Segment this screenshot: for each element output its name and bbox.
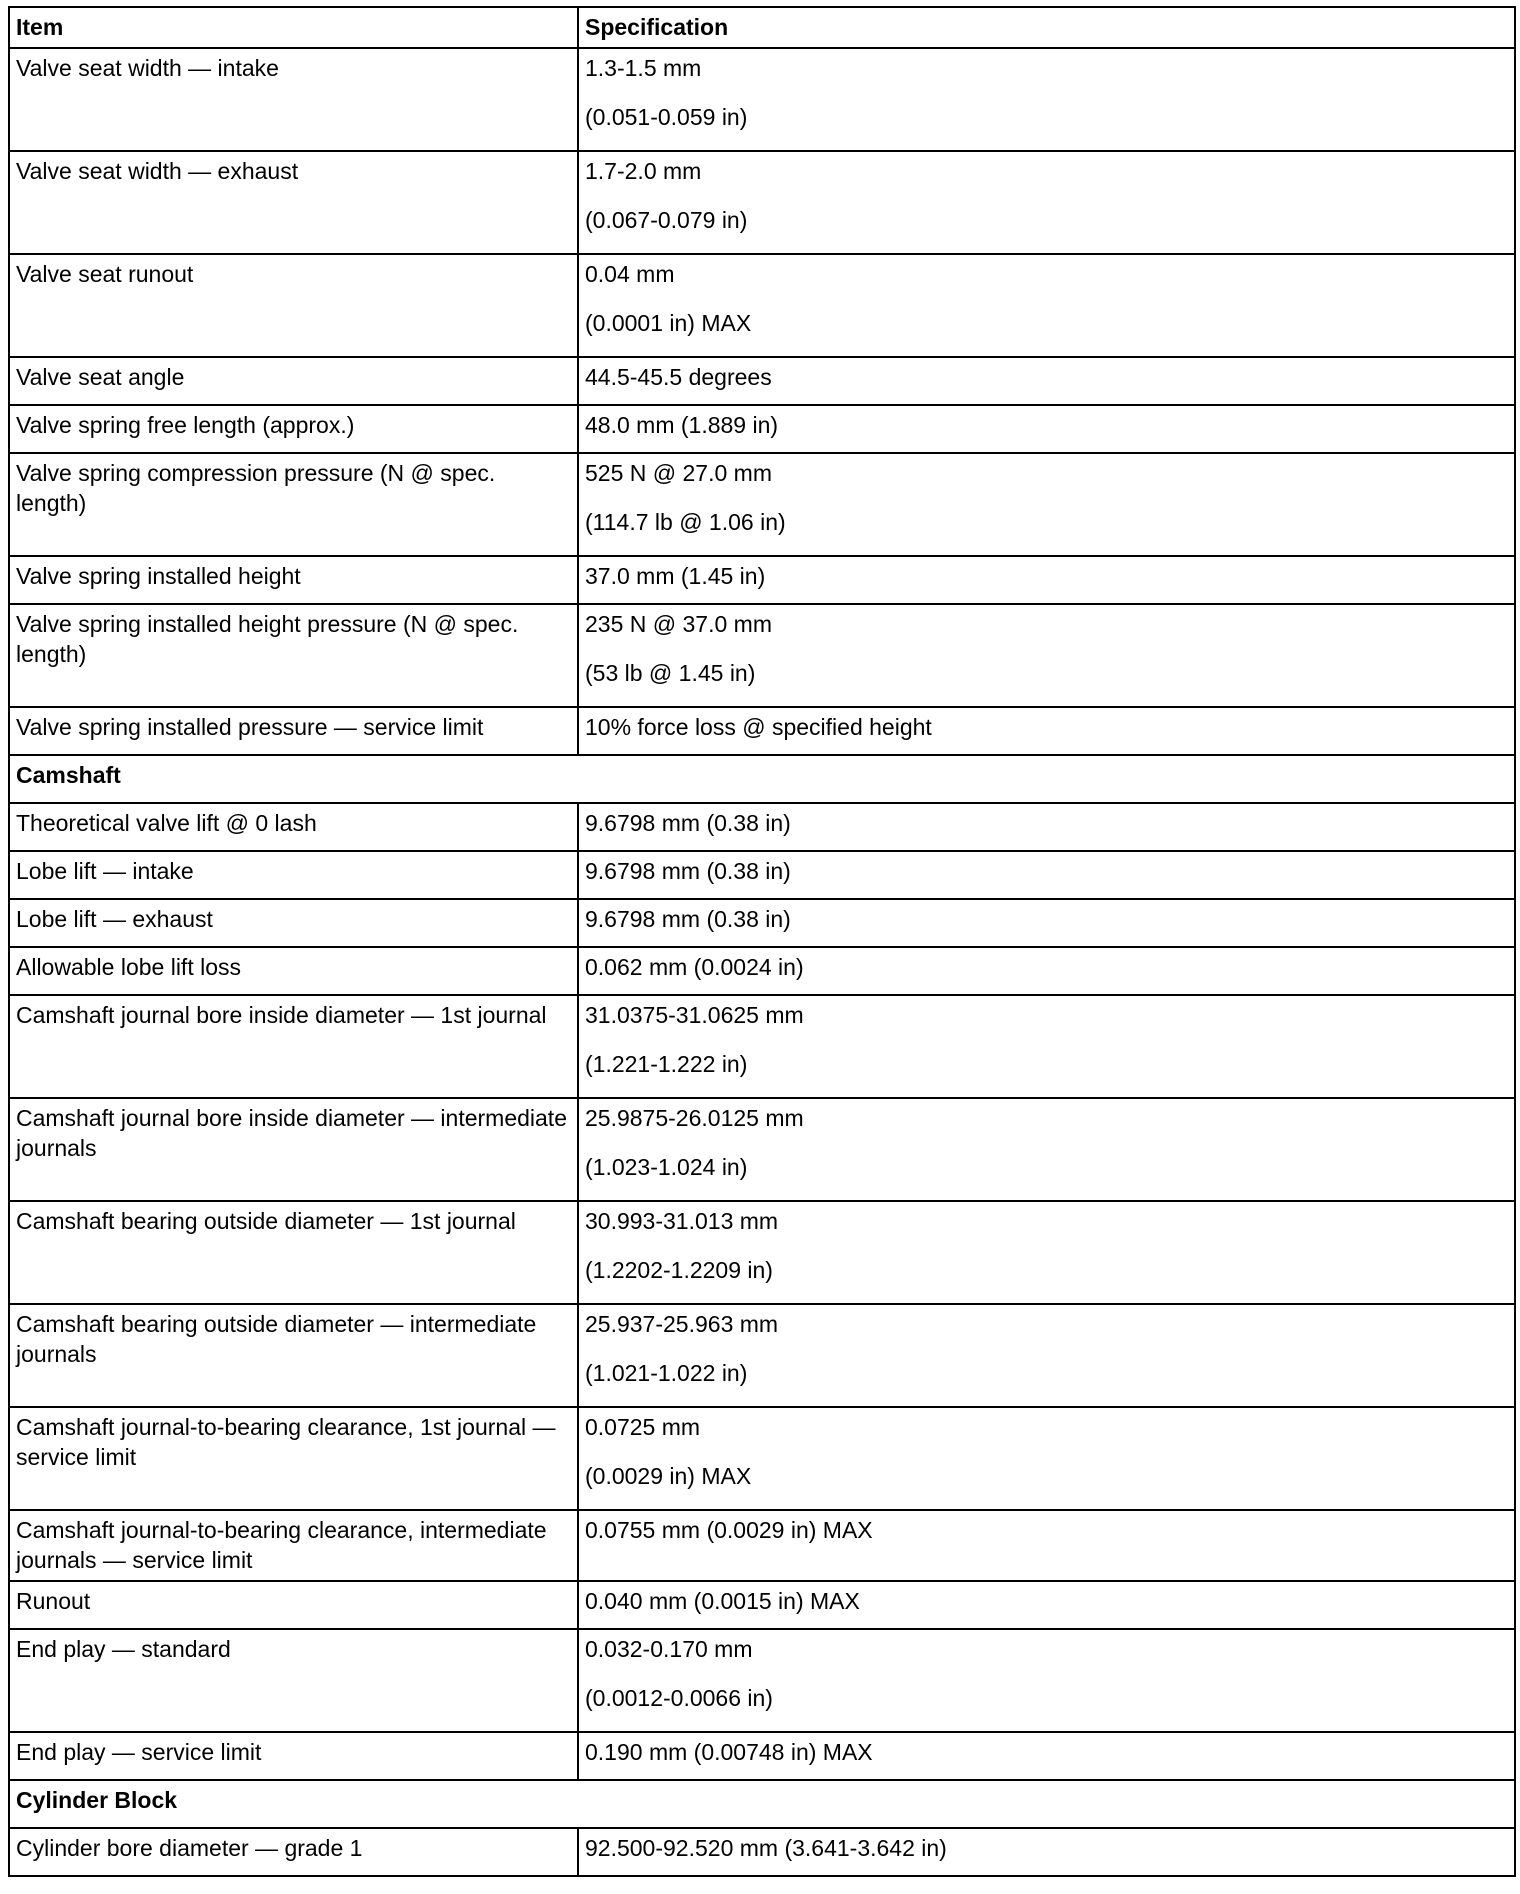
spec-imperial: (114.7 lb @ 1.06 in) (585, 509, 786, 535)
specification-cell (578, 405, 1515, 453)
specification-cell (578, 1510, 1515, 1581)
table-header-row (9, 7, 1515, 48)
item-cell: Allowable lobe lift loss (9, 947, 578, 995)
specification-cell (578, 1407, 1515, 1510)
spec-metric: 37.0 mm (1.45 in) (585, 563, 766, 589)
specification-cell (578, 556, 1515, 604)
specification-cell (578, 851, 1515, 899)
table-row (9, 1510, 1515, 1581)
item-cell: Camshaft bearing outside diameter — 1st journal (9, 1201, 578, 1304)
spec-metric: 0.040 mm (0.0015 in) MAX (585, 1588, 860, 1614)
item-cell: Valve spring installed height pressure (N @ spec. length) (9, 604, 578, 707)
specification-cell (578, 151, 1515, 254)
section-header-row (9, 1780, 1515, 1828)
spec-metric: 1.7-2.0 mm (585, 158, 702, 184)
table-row (9, 803, 1515, 851)
item-cell: Valve seat width — intake (9, 48, 578, 151)
specification-cell (578, 1629, 1515, 1732)
spec-imperial: (1.021-1.022 in) (585, 1360, 748, 1386)
item-cell: Valve spring installed height (9, 556, 578, 604)
spec-metric: 525 N @ 27.0 mm (585, 460, 772, 486)
spec-metric: 31.0375-31.0625 mm (585, 1002, 804, 1028)
section-title: Cylinder Block (9, 1780, 1515, 1828)
table-row (9, 899, 1515, 947)
table-row (9, 1629, 1515, 1732)
section-title: Camshaft (9, 755, 1515, 803)
table-row (9, 151, 1515, 254)
specification-cell (578, 1732, 1515, 1780)
spec-imperial: (0.0001 in) MAX (585, 310, 752, 336)
item-cell: Valve seat angle (9, 357, 578, 405)
specification-cell (578, 357, 1515, 405)
item-cell: Camshaft journal-to-bearing clearance, intermediate journals — service limit (9, 1510, 578, 1581)
section-header-row (9, 755, 1515, 803)
specification-cell (578, 48, 1515, 151)
item-cell: Camshaft journal bore inside diameter — intermediate journals (9, 1098, 578, 1201)
item-cell: Runout (9, 1581, 578, 1629)
specification-cell (578, 1201, 1515, 1304)
spec-imperial: (1.2202-1.2209 in) (585, 1257, 773, 1283)
spec-metric: 9.6798 mm (0.38 in) (585, 858, 791, 884)
table-row (9, 851, 1515, 899)
spec-metric: 44.5-45.5 degrees (585, 364, 772, 390)
spec-metric: 25.937-25.963 mm (585, 1311, 779, 1337)
specification-cell (578, 899, 1515, 947)
spec-metric: 0.0755 mm (0.0029 in) MAX (585, 1517, 873, 1543)
spec-imperial: (0.051-0.059 in) (585, 104, 748, 130)
column-header-specification: Specification (578, 7, 1515, 48)
spec-metric: 0.190 mm (0.00748 in) MAX (585, 1739, 873, 1765)
item-cell: Theoretical valve lift @ 0 lash (9, 803, 578, 851)
spec-imperial: (0.0012-0.0066 in) (585, 1685, 773, 1711)
table-row (9, 1098, 1515, 1201)
item-cell: Lobe lift — exhaust (9, 899, 578, 947)
spec-metric: 0.032-0.170 mm (585, 1636, 753, 1662)
column-header-item: Item (9, 7, 578, 48)
spec-metric: 235 N @ 37.0 mm (585, 611, 772, 637)
spec-metric: 0.0725 mm (585, 1414, 701, 1440)
spec-metric: 1.3-1.5 mm (585, 55, 702, 81)
table-row (9, 405, 1515, 453)
spec-metric: 92.500-92.520 mm (3.641-3.642 in) (585, 1835, 947, 1861)
table-row (9, 947, 1515, 995)
item-cell: Valve seat width — exhaust (9, 151, 578, 254)
spec-imperial: (1.023-1.024 in) (585, 1154, 748, 1180)
specification-cell (578, 604, 1515, 707)
specification-cell (578, 453, 1515, 556)
table-row (9, 1407, 1515, 1510)
table-row (9, 357, 1515, 405)
table-row (9, 453, 1515, 556)
table-row (9, 1828, 1515, 1876)
specification-cell (578, 995, 1515, 1098)
item-cell: Valve spring installed pressure — service limit (9, 707, 578, 755)
item-cell: End play — service limit (9, 1732, 578, 1780)
item-cell: Valve spring free length (approx.) (9, 405, 578, 453)
spec-metric: 25.9875-26.0125 mm (585, 1105, 804, 1131)
table-row (9, 1304, 1515, 1407)
table-body (9, 48, 1515, 1876)
table-row (9, 556, 1515, 604)
item-cell: Camshaft journal-to-bearing clearance, 1st journal — service limit (9, 1407, 578, 1510)
table-row (9, 254, 1515, 357)
item-cell: Valve seat runout (9, 254, 578, 357)
item-cell: Camshaft bearing outside diameter — intermediate journals (9, 1304, 578, 1407)
spec-metric: 9.6798 mm (0.38 in) (585, 810, 791, 836)
spec-metric: 48.0 mm (1.889 in) (585, 412, 779, 438)
spec-metric: 30.993-31.013 mm (585, 1208, 779, 1234)
spec-imperial: (0.067-0.079 in) (585, 207, 748, 233)
specification-cell (578, 254, 1515, 357)
table-row (9, 1732, 1515, 1780)
spec-metric: 10% force loss @ specified height (585, 714, 932, 740)
specification-cell (578, 803, 1515, 851)
table-row (9, 604, 1515, 707)
table-row (9, 707, 1515, 755)
table-row (9, 1581, 1515, 1629)
item-cell: Cylinder bore diameter — grade 1 (9, 1828, 578, 1876)
specification-cell (578, 947, 1515, 995)
item-cell: Valve spring compression pressure (N @ spec. length) (9, 453, 578, 556)
table-row (9, 1201, 1515, 1304)
item-cell: Lobe lift — intake (9, 851, 578, 899)
spec-table (8, 6, 1516, 1877)
specification-cell (578, 1304, 1515, 1407)
table-row (9, 48, 1515, 151)
spec-metric: 9.6798 mm (0.38 in) (585, 906, 791, 932)
table-row (9, 995, 1515, 1098)
specification-cell (578, 1098, 1515, 1201)
item-cell: End play — standard (9, 1629, 578, 1732)
spec-metric: 0.062 mm (0.0024 in) (585, 954, 804, 980)
spec-imperial: (0.0029 in) MAX (585, 1463, 752, 1489)
specification-cell (578, 1581, 1515, 1629)
item-cell: Camshaft journal bore inside diameter — 1st journal (9, 995, 578, 1098)
specification-cell (578, 1828, 1515, 1876)
specification-cell (578, 707, 1515, 755)
spec-imperial: (1.221-1.222 in) (585, 1051, 748, 1077)
spec-imperial: (53 lb @ 1.45 in) (585, 660, 756, 686)
spec-metric: 0.04 mm (585, 261, 675, 287)
